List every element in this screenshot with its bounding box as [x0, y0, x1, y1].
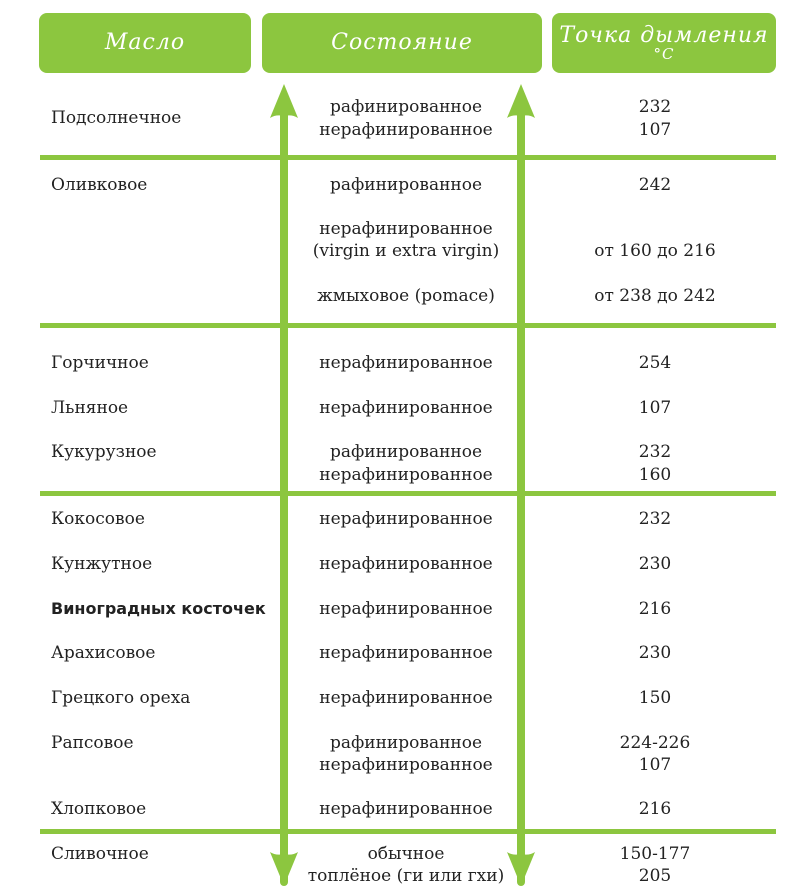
header-state-label: Состояние: [331, 30, 473, 55]
smoke-point: от 238 до 242: [594, 286, 716, 306]
oil-name: Рапсовое: [51, 733, 134, 753]
smoke-point: 150: [638, 688, 672, 708]
smoke-point: 242: [638, 175, 672, 195]
smoke-point: 205: [638, 866, 672, 886]
oil-state: рафинированное: [329, 175, 483, 195]
row-divider: [40, 323, 776, 328]
smoke-point: 232: [638, 97, 672, 117]
header-smoke-point: [552, 13, 776, 73]
oil-name: Кунжутное: [51, 554, 153, 574]
row-divider: [40, 155, 776, 160]
oil-name: Кукурузное: [51, 442, 157, 462]
oil-name: Льняное: [51, 398, 129, 418]
oil-state: обычное: [367, 844, 445, 864]
header-state: [262, 13, 542, 73]
smoke-point: 107: [638, 398, 672, 418]
oil-state: рафинированное: [329, 97, 483, 117]
smoke-point: 224-226: [619, 733, 691, 753]
oil-state: нерафинированное: [319, 509, 493, 529]
oil-state: нерафинированное: [319, 554, 493, 574]
oil-state: нерафинированное: [319, 465, 493, 485]
oil-name: Оливковое: [51, 175, 148, 195]
oil-state: нерафинированное: [319, 688, 493, 708]
smoke-point: 160: [638, 465, 672, 485]
smoke-point: 232: [638, 442, 672, 462]
header-smoke-unit: °C: [653, 45, 675, 63]
oil-state: рафинированное: [329, 733, 483, 753]
oil-state: нерафинированное: [319, 799, 493, 819]
smoke-point: 230: [638, 643, 672, 663]
smoke-point: 107: [638, 755, 672, 775]
oil-name: Сливочное: [51, 844, 149, 864]
oil-state: нерафинированное: [319, 599, 493, 619]
oil-name: Кокосовое: [51, 509, 145, 529]
oil-name: Горчичное: [51, 353, 149, 373]
smoke-point: 107: [638, 120, 672, 140]
oil-state: топлёное (ги или гхи): [307, 866, 505, 886]
oil-name: Хлопковое: [51, 799, 147, 819]
oil-state: рафинированное: [329, 442, 483, 462]
column-divider-left: [280, 110, 288, 886]
header-oil-label: Масло: [104, 30, 186, 55]
oil-state: нерафинированное: [319, 398, 493, 418]
oil-state: нерафинированное: [319, 755, 493, 775]
oil-state: нерафинированное: [319, 219, 493, 239]
smoke-point: от 160 до 216: [594, 241, 716, 261]
smoke-point: 232: [638, 509, 672, 529]
row-divider: [40, 491, 776, 496]
smoke-point: 216: [638, 799, 672, 819]
oil-state: нерафинированное: [319, 353, 493, 373]
oil-state: нерафинированное: [319, 120, 493, 140]
oil-name: Арахисовое: [51, 643, 156, 663]
smoke-point: 254: [638, 353, 672, 373]
smoke-point: 216: [638, 599, 672, 619]
oil-state: (virgin и extra virgin): [312, 241, 500, 261]
header-smoke-label: Точка дымления: [559, 23, 769, 48]
column-divider-right: [517, 110, 525, 886]
header-oil: [39, 13, 251, 73]
smoke-point: 150-177: [619, 844, 691, 864]
oil-state: нерафинированное: [319, 643, 493, 663]
oil-name: Грецкого ореха: [51, 688, 191, 708]
row-divider: [40, 829, 776, 834]
oil-state: жмыховое (pomace): [317, 286, 495, 306]
smoke-point: 230: [638, 554, 672, 574]
oil-name: Подсолнечное: [51, 108, 182, 128]
oil-name: Виноградных косточек: [51, 599, 266, 618]
